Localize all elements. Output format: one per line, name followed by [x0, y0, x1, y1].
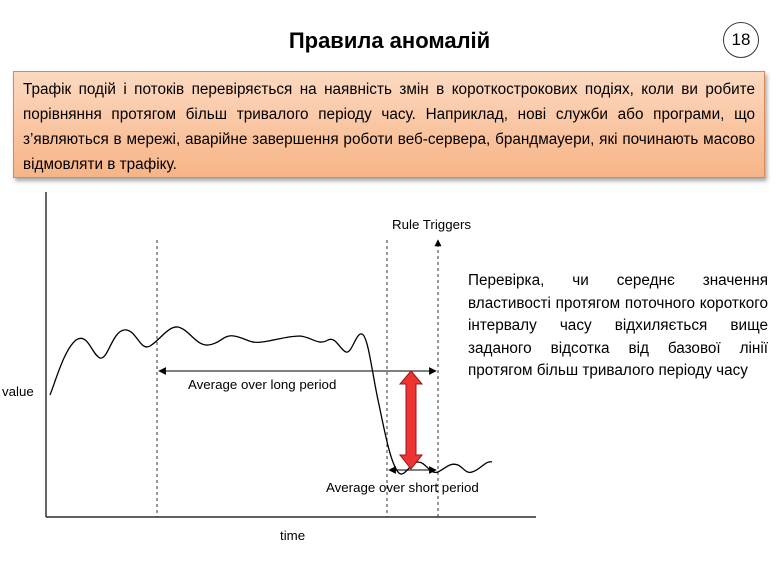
metric-curve: [50, 327, 492, 474]
short-period-label: Average over short period: [326, 480, 479, 495]
intro-text-box: Трафік подій і потоків перевіряється на наявність змін в короткострокових подіях, коли ви робите порівняння протягом більш тривалого періоду часу. Наприклад, нові служби або програми, що з’являються в мережі, аварійне завершення роботи веб-сервера, брандмауери, які починають масово відмовляти в трафіку.: [13, 71, 765, 178]
deviation-arrow: [400, 371, 422, 469]
long-period-label: Average over long period: [188, 377, 337, 392]
slide-title: Правила аномалій: [288, 28, 491, 53]
rule-triggers-label: Rule Triggers: [392, 217, 472, 232]
x-axis-label: time: [280, 528, 306, 543]
explanation-text: Перевірка, чи середнє значення властивості протягом поточного короткого інтервалу часу відхиляється вище заданого відсотка від базової лінії протягом більш тривалого періоду часу: [468, 272, 768, 379]
page-number-badge: 18: [723, 22, 759, 58]
y-axis-label: value: [2, 384, 34, 399]
